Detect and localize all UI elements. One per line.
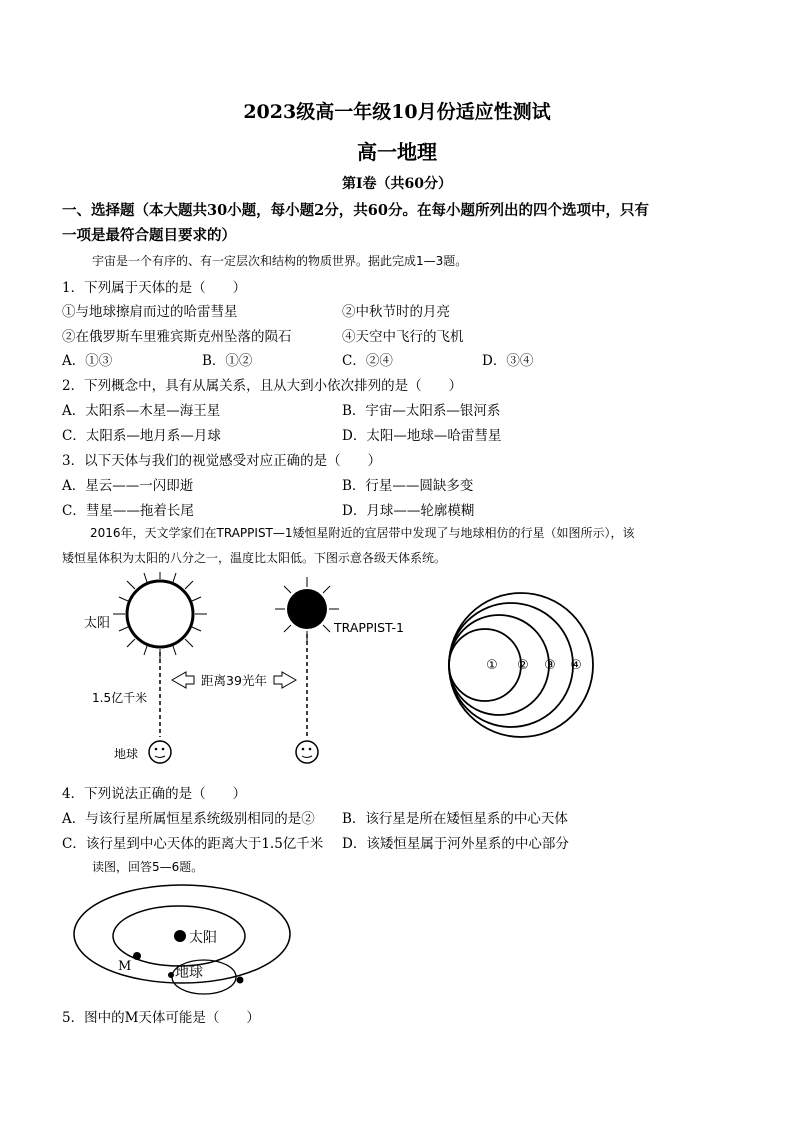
part-title: 第Ⅰ卷（共60分） [341,176,453,192]
system-circle-1 [449,629,521,701]
q2-stem: 2．下列概念中，具有从属关系，且从大到小依次排列的是（ ） [62,378,463,394]
sun-label: 太阳 [84,616,111,631]
system-circle-2 [449,615,549,715]
q2-option-b: B．宇宙—太阳系—银河系 [342,403,501,419]
q5-stem: 5．图中的M天体可能是（ ） [62,1010,260,1026]
earth-icon-right [296,741,318,763]
q3-stem: 3．以下天体与我们的视觉感受对应正确的是（ ） [62,453,382,469]
q3-option-d: D．月球——轮廓模糊 [342,503,475,519]
fig2-sun-label: 太阳 [189,930,217,946]
q4-option-d: D．该矮恒星属于河外星系的中心部分 [342,836,569,852]
passage3-intro: 读图，回答5—6题。 [92,860,204,874]
q1-option-a: A．①③ [62,353,113,369]
circle-label-3: ③ [544,658,556,673]
section-heading-line2: 一项是最符合题目要求的） [62,227,236,244]
q3-option-b: B．行星——圆缺多变 [342,478,474,494]
distance-label: 距离39光年 [201,673,267,688]
moon-dot [237,977,244,984]
q1-option-d: D．③④ [482,353,534,369]
q3-option-c: C．彗星——拖着长尾 [62,503,194,519]
circle-label-1: ① [486,658,498,673]
section-intro: 宇宙是一个有序的、有一定层次和结构的物质世界。据此完成1—3题。 [92,254,468,268]
figure-star-systems [62,572,602,772]
sun-dot [174,930,186,942]
earth-dot [168,972,174,978]
earth-icon-left [149,741,171,763]
q4-option-b: B．该行星是所在矮恒星系的中心天体 [342,811,568,827]
earth-label: 地球 [114,747,139,761]
q1-stem: 1．下列属于天体的是（ ） [62,280,247,296]
q4-option-c: C．该行星到中心天体的距离大于1.5亿千米 [62,836,324,852]
fig2-earth-label: 地球 [175,965,203,981]
q1-option-b: B．①② [202,353,253,369]
q1-item-2: ②中秋节时的月亮 [342,304,450,320]
q1-item-3: ②在俄罗斯车里雅宾斯克州坠落的陨石 [62,329,292,345]
q1-item-1: ①与地球擦肩而过的哈雷彗星 [62,304,238,320]
subject-title: 高一地理 [357,140,437,164]
au-label: 1.5亿千米 [92,691,148,705]
passage2-line2: 矮恒星体积为太阳的八分之一，温度比太阳低。下图示意各级天体系统。 [62,551,447,565]
exam-title: 2023级高一年级10月份适应性测试 [243,101,551,123]
circle-label-4: ④ [570,658,582,673]
q4-stem: 4．下列说法正确的是（ ） [62,786,247,802]
m-dot [133,952,141,960]
q1-option-c: C．②④ [342,353,393,369]
q1-item-4: ④天空中飞行的飞机 [342,329,464,345]
trappist-star-icon [275,577,339,641]
passage2-line1: 2016年，天文学家们在TRAPPIST—1矮恒星附近的宜居带中发现了与地球相仿的行星（如图所示），该 [90,526,635,540]
circle-label-2: ② [517,658,529,673]
q3-option-a: A．星云——一闪即逝 [62,478,194,494]
q2-option-d: D．太阳—地球—哈雷彗星 [342,428,502,444]
sun-icon [113,572,207,661]
figure-orbits [64,880,304,1000]
q2-option-c: C．太阳系—地月系—月球 [62,428,221,444]
fig2-m-label: M [118,959,132,974]
section-heading-line1: 一、选择题（本大题共30小题，每小题2分，共60分。在每小题所列出的四个选项中，只有 [62,202,649,219]
q2-option-a: A．太阳系—木星—海王星 [62,403,221,419]
q4-option-a: A．与该行星所属恒星系统级别相同的是② [62,811,315,827]
trappist-label: TRAPPIST-1 [334,620,405,635]
